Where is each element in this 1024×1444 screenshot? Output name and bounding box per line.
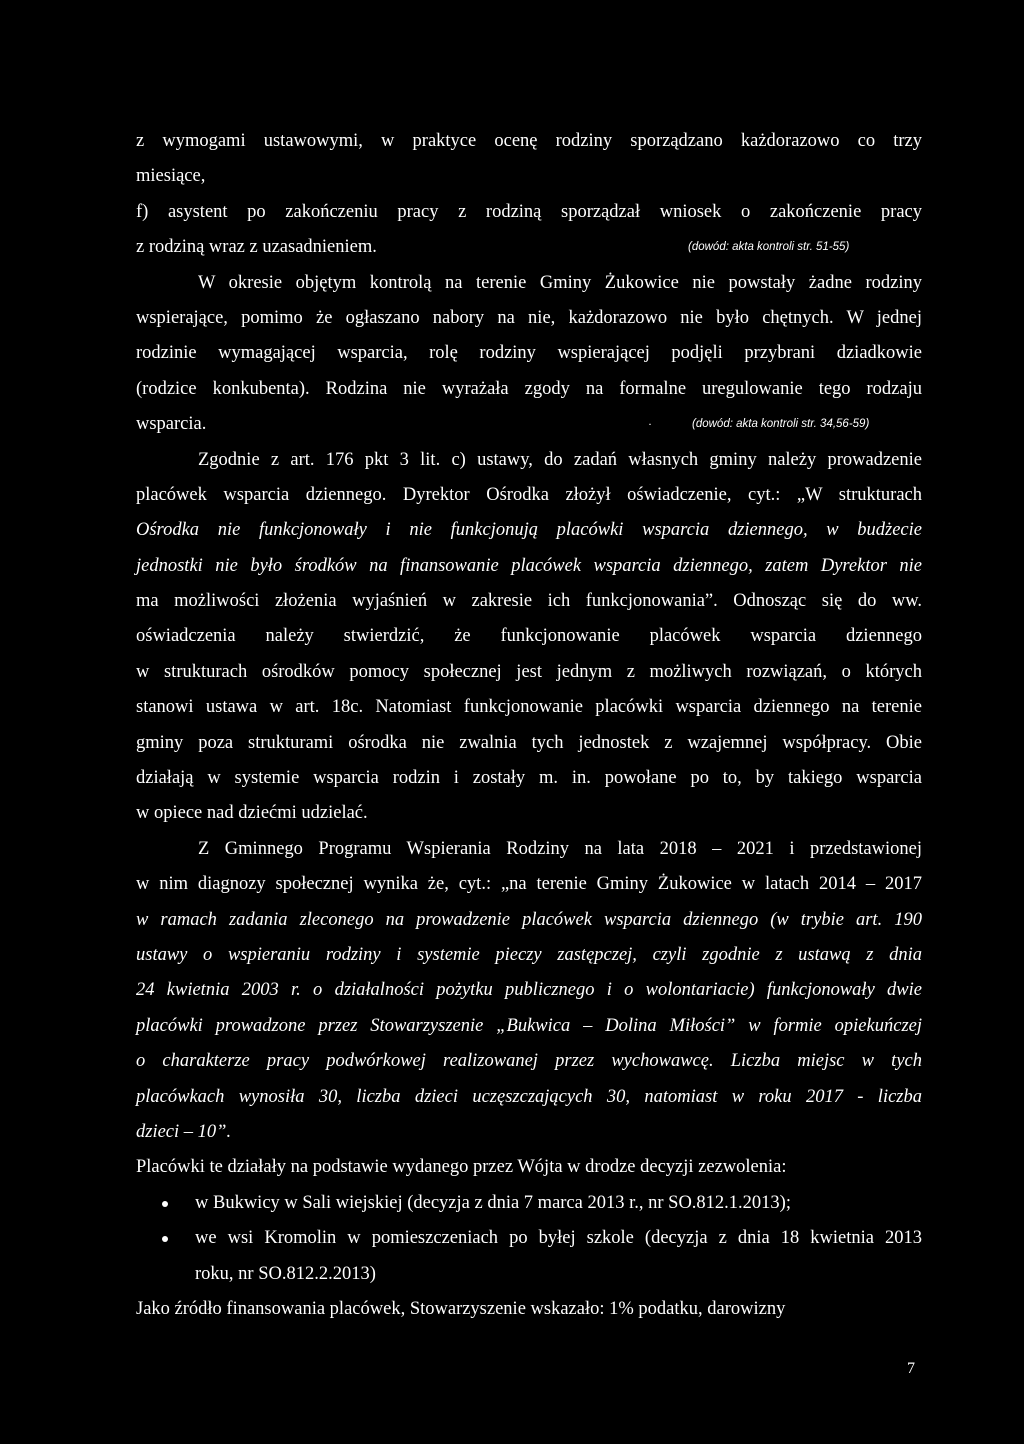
text-line-content: (rodzice konkubenta). Rodzina nie wyrażała zgody na formalne uregulowanie tego rodzaju	[136, 378, 922, 399]
text-line-content: placówek wsparcia dziennego. Dyrektor Ośrodka złożył oświadczenie, cyt.: „W strukturach	[136, 484, 922, 505]
text-line	[136, 973, 922, 1008]
text-line	[136, 266, 922, 301]
text-line-content: W okresie objętym kontrolą na terenie Gminy Żukowice nie powstały żadne rodziny	[198, 272, 922, 293]
bullet-line: roku, nr SO.812.2.2013)	[195, 1263, 376, 1284]
text-line-content: wsparcia.	[136, 414, 207, 435]
text-line-content: gminy poza strukturami ośrodka nie zwalnia tych jednostek z wzajemnej współpracy. Obie	[136, 732, 922, 753]
evidence-note: (dowód: akta kontroli str. 34,56-59)	[692, 418, 870, 431]
text-line	[136, 443, 922, 478]
text-line-content: 24 kwietnia 2003 r. o działalności pożytku publicznego i o wolontariacie) funkcjonowały dwie	[136, 980, 922, 1001]
bullet-dot-icon	[162, 1236, 168, 1242]
text-line	[136, 336, 922, 371]
bullet-list	[136, 1186, 922, 1292]
text-line-content: jednostki nie było środków na finansowanie placówek wsparcia dziennego, zatem Dyrektor nie	[136, 555, 922, 576]
evidence-note: (dowód: akta kontroli str. 51-55)	[688, 241, 850, 254]
text-line-content: w nim diagnozy społecznej wynika że, cyt.: „na terenie Gminy Żukowice w latach 2014 – 2017	[136, 874, 922, 895]
text-line-content: dzieci – 10”.	[136, 1121, 232, 1142]
text-line-content: Zgodnie z art. 176 pkt 3 lit. c) ustawy, do zadań własnych gminy należy prowadzenie	[198, 449, 922, 470]
text-line	[136, 301, 922, 336]
text-line	[136, 584, 922, 619]
text-line	[136, 867, 922, 902]
document-page	[136, 124, 922, 1327]
text-line	[136, 903, 922, 938]
text-line	[136, 513, 922, 548]
text-line-content: ma możliwości złożenia wyjaśnień w zakresie ich funkcjonowania”. Odnosząc się do ww.	[136, 591, 922, 612]
text-line	[136, 478, 922, 513]
text-line-content: stanowi ustawa w art. 18c. Natomiast funkcjonowanie placówki wsparcia dziennego na terenie	[136, 697, 922, 718]
text-line-content: działają w systemie wsparcia rodzin i zostały m. in. powołane po to, by takiego wsparcia	[136, 768, 922, 789]
text-line	[136, 832, 922, 867]
text-line	[136, 690, 922, 725]
text-line-content: placówki prowadzone przez Stowarzyszenie „Bukwica – Dolina Miłości” w formie opiekuńczej	[136, 1015, 922, 1036]
text-line	[136, 1115, 922, 1150]
text-line-content: Ośrodka nie funkcjonowały i nie funkcjonują placówki wsparcia dziennego, w budżecie	[136, 520, 922, 541]
text-line	[136, 159, 922, 194]
text-line	[136, 372, 922, 407]
text-line-content: w opiece nad dziećmi udzielać.	[136, 803, 368, 824]
text-line	[136, 1150, 922, 1185]
text-line-content: w ramach zadania zleconego na prowadzenie placówek wsparcia dziennego (w trybie art. 190	[136, 909, 922, 930]
stray-dot: ·	[648, 417, 652, 432]
text-line-content: miesiące,	[136, 166, 206, 187]
text-line-content: ustawy o wspieraniu rodziny i systemie pieczy zastępczej, czyli zgodnie z ustawą z dnia	[136, 944, 922, 965]
text-line-content: wspierające, pomimo że ogłaszano nabory na nie, każdorazowo nie było chętnych. W jednej	[136, 307, 922, 328]
text-line-content: rodzinie wymagającej wsparcia, rolę rodziny wspierającej podjęli przybrani dziadkowie	[136, 343, 922, 364]
text-line	[136, 619, 922, 654]
document-body	[136, 124, 922, 1186]
text-line	[136, 549, 922, 584]
text-line	[136, 1080, 922, 1115]
text-line	[136, 938, 922, 973]
text-line	[136, 761, 922, 796]
closing-line: Jako źródło finansowania placówek, Stowarzyszenie wskazało: 1% podatku, darowizny	[136, 1298, 786, 1319]
text-line	[136, 655, 922, 690]
text-line-content: o charakterze pracy podwórkowej realizowanej przez wychowawcę. Liczba miejsc w tych	[136, 1051, 922, 1072]
text-line-content: oświadczenia należy stwierdzić, że funkcjonowanie placówek wsparcia dziennego	[136, 626, 922, 647]
bullet-line: w Bukwicy w Sali wiejskiej (decyzja z dnia 7 marca 2013 r., nr SO.812.1.2013);	[195, 1192, 791, 1213]
text-line	[136, 407, 922, 442]
bullet-line: we wsi Kromolin w pomieszczeniach po byłej szkole (decyzja z dnia 18 kwietnia 2013	[195, 1228, 922, 1249]
text-line	[136, 726, 922, 761]
page-number: 7	[907, 1360, 915, 1377]
text-line-content: w strukturach ośrodków pomocy społecznej jest jednym z możliwych rozwiązań, o których	[136, 661, 922, 682]
text-line	[136, 1009, 922, 1044]
text-line-content: placówkach wynosiła 30, liczba dzieci uczęszczających 30, natomiast w roku 2017 - liczba	[136, 1086, 922, 1107]
text-line-content: z wymogami ustawowymi, w praktyce ocenę rodziny sporządzano każdorazowo co trzy	[136, 131, 922, 151]
text-line	[136, 796, 922, 831]
bullet-item	[136, 1186, 922, 1221]
text-line	[136, 195, 922, 230]
bullet-item	[136, 1221, 922, 1292]
text-line-content: f) asystent po zakończeniu pracy z rodziną sporządzał wniosek o zakończenie pracy	[136, 201, 922, 222]
text-line	[136, 1044, 922, 1079]
bullet-dot-icon	[162, 1201, 168, 1207]
text-line-content: Placówki te działały na podstawie wydanego przez Wójta w drodze decyzji zezwolenia:	[136, 1157, 787, 1178]
text-line	[136, 124, 922, 159]
text-line-content: z rodziną wraz z uzasadnieniem.	[136, 237, 377, 258]
text-line-content: Z Gminnego Programu Wspierania Rodziny na lata 2018 – 2021 i przedstawionej	[198, 838, 922, 859]
text-line	[136, 230, 922, 265]
